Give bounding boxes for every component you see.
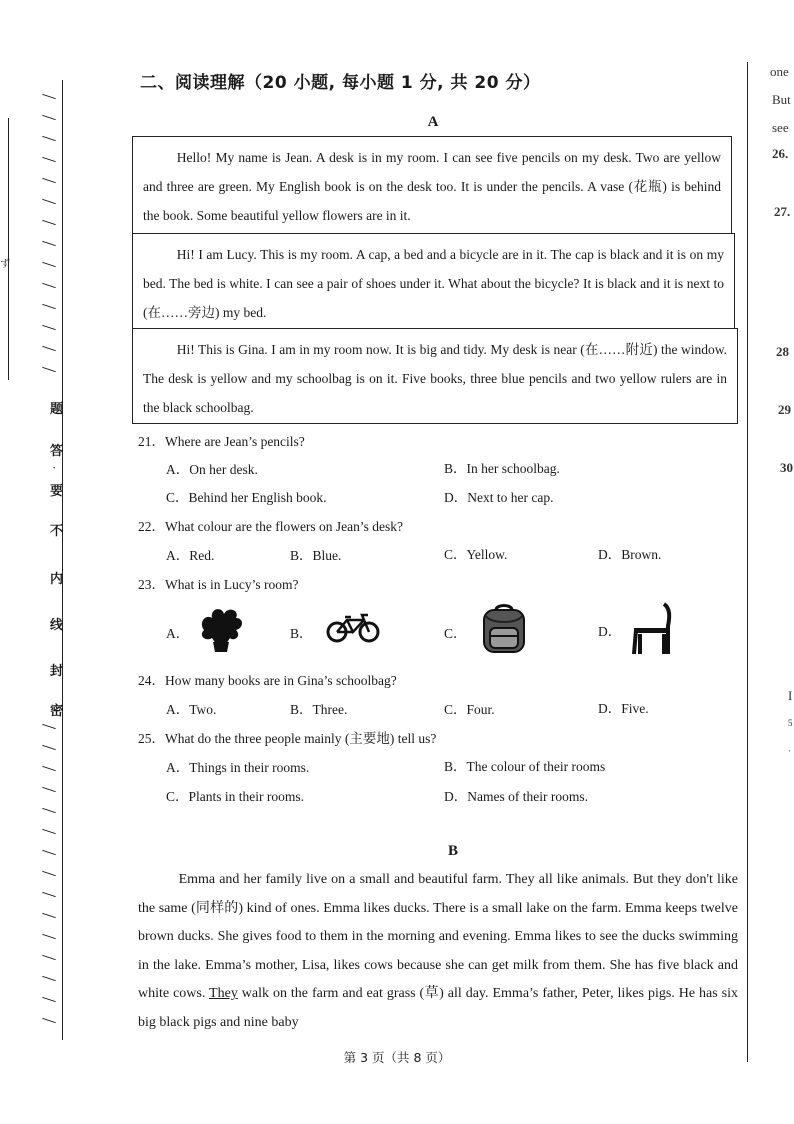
seal-char-yao: 要 xyxy=(50,483,64,498)
binding-slash xyxy=(42,220,56,225)
passage-b-label: B xyxy=(447,843,458,859)
option-22b: B．Blue. xyxy=(290,548,342,563)
passage-a-label: A xyxy=(427,114,439,130)
question-21: 21．Where are Jean’s pencils? xyxy=(138,434,305,449)
option-21d: D．Next to her cap. xyxy=(444,490,554,505)
option-24d: D．Five. xyxy=(598,701,649,716)
question-25: 25．What do the three people mainly (主要地) tell us? xyxy=(138,731,437,746)
binding-slash xyxy=(42,304,56,309)
seal-char-bu: 不 xyxy=(50,523,64,538)
chair-icon xyxy=(630,602,674,656)
seal-char-nei: 内 xyxy=(50,571,64,586)
right-fragment: 26. xyxy=(772,146,789,161)
option-22a: A．Red. xyxy=(166,548,215,563)
right-fragment: one xyxy=(770,64,789,79)
passage-b-text xyxy=(138,866,738,1038)
binding-slash xyxy=(42,325,56,330)
option-25b: B．The colour of their rooms xyxy=(444,759,606,774)
option-21a: A．On her desk. xyxy=(166,462,258,477)
binding-slash xyxy=(42,283,56,288)
fold-mark: ず xyxy=(0,259,10,270)
option-25d: D．Names of their rooms. xyxy=(444,789,588,804)
passage-b-underlined: They xyxy=(209,986,238,1002)
question-22: 22．What colour are the flowers on Jean’s desk? xyxy=(138,519,404,534)
bicycle-icon xyxy=(326,612,380,644)
binding-slash xyxy=(42,766,56,771)
binding-slash xyxy=(42,997,56,1002)
seal-char-mi: 密 xyxy=(50,703,64,718)
page-edge-line xyxy=(747,62,748,1062)
fold-line xyxy=(8,118,9,380)
option-24b: B．Three. xyxy=(290,702,348,717)
binding-slash xyxy=(42,1018,56,1023)
seal-dot: · xyxy=(52,460,57,475)
question-24: 24．How many books are in Gina’s schoolbag? xyxy=(138,673,397,688)
binding-slash xyxy=(42,829,56,834)
binding-slash xyxy=(42,913,56,918)
right-fragment: see xyxy=(772,120,789,135)
passage-a-box-gina: Hi! This is Gina. I am in my room now. It is big and tidy. My desk is near (在……附近) the window. The desk is yellow and my schoolbag is on it. Five books, three blue pencils and two yellow rulers are in the black schoolbag. xyxy=(132,328,738,424)
binding-slash xyxy=(42,871,56,876)
page-number: 第 3 页（共 8 页） xyxy=(343,1050,451,1065)
right-fragment: 29 xyxy=(778,402,791,417)
seal-line xyxy=(62,80,63,1040)
binding-slash xyxy=(42,850,56,855)
right-fragment: I xyxy=(788,688,793,703)
binding-slash xyxy=(42,346,56,351)
option-23c: C． xyxy=(444,626,467,641)
binding-slash xyxy=(42,115,56,120)
binding-slash xyxy=(42,262,56,267)
schoolbag-icon xyxy=(476,602,532,656)
option-25a: A．Things in their rooms. xyxy=(166,760,310,775)
option-23b: B． xyxy=(290,626,313,641)
right-fragment: But xyxy=(772,92,791,107)
binding-slash xyxy=(42,367,56,372)
binding-slash xyxy=(42,808,56,813)
option-21c: C．Behind her English book. xyxy=(166,490,327,505)
seal-char-ti: 题 xyxy=(50,401,64,416)
binding-slash xyxy=(42,976,56,981)
right-fragment: 28 xyxy=(776,344,789,359)
option-23a: A． xyxy=(166,626,190,641)
option-24c: C．Four. xyxy=(444,702,495,717)
binding-slash xyxy=(42,136,56,141)
section-title: 二、阅读理解（20 小题, 每小题 1 分, 共 20 分） xyxy=(140,73,541,93)
binding-slash xyxy=(42,724,56,729)
right-fragment: · xyxy=(788,746,791,756)
binding-slash xyxy=(42,955,56,960)
binding-slash xyxy=(42,94,56,99)
right-fragment: 30 xyxy=(780,460,793,475)
seal-char-feng: 封 xyxy=(50,663,64,678)
binding-slash xyxy=(42,199,56,204)
binding-slash xyxy=(42,934,56,939)
binding-slash xyxy=(42,157,56,162)
binding-slash xyxy=(42,892,56,897)
option-24a: A．Two. xyxy=(166,702,217,717)
seal-char-xian: 线 xyxy=(50,617,64,632)
option-23d: D． xyxy=(598,624,622,639)
question-23: 23．What is in Lucy’s room? xyxy=(138,577,299,592)
binding-slash xyxy=(42,178,56,183)
option-22c: C．Yellow. xyxy=(444,547,508,562)
option-22d: D．Brown. xyxy=(598,547,662,562)
right-fragment: 27. xyxy=(774,204,791,219)
binding-slash xyxy=(42,241,56,246)
seal-char-da: 答 xyxy=(50,443,64,458)
passage-a-box-jean: Hello! My name is Jean. A desk is in my room. I can see five pencils on my desk. Two are yellow and three are green. My English book is on the desk too. It is under the pencils. A vase (花瓶) is behind the book. Some beautiful yellow flowers are in it. xyxy=(132,136,732,234)
binding-slash xyxy=(42,787,56,792)
option-25c: C．Plants in their rooms. xyxy=(166,789,304,804)
binding-slash xyxy=(42,745,56,750)
passage-b-text-before: Emma and her family live on a small and beautiful farm. They all like animals. But they don't like the same (同样的) kind of ones. Emma likes ducks. There is a small lake on the farm. Emma keeps twelve brown ducks. She gives food to them in the morning and evening. Emma likes to see the ducks swimming in the lake. Emma’s mother, Lisa, likes cows because she can get milk from them. She has five black and white cows. xyxy=(138,872,738,1002)
right-fragment: 5 xyxy=(788,718,793,728)
plant-icon xyxy=(196,604,246,654)
option-21b: B．In her schoolbag. xyxy=(444,461,560,476)
passage-b-text-after: walk on the farm and eat grass (草) all day. Emma’s father, Peter, likes pigs. He has six big black pigs and nine baby xyxy=(138,986,738,1030)
passage-a-box-lucy: Hi! I am Lucy. This is my room. A cap, a bed and a bicycle are in it. The cap is black and it is on my bed. The bed is white. I can see a pair of shoes under it. What about the bicycle? It is black and it is next to (在……旁边) my bed. xyxy=(132,233,735,329)
